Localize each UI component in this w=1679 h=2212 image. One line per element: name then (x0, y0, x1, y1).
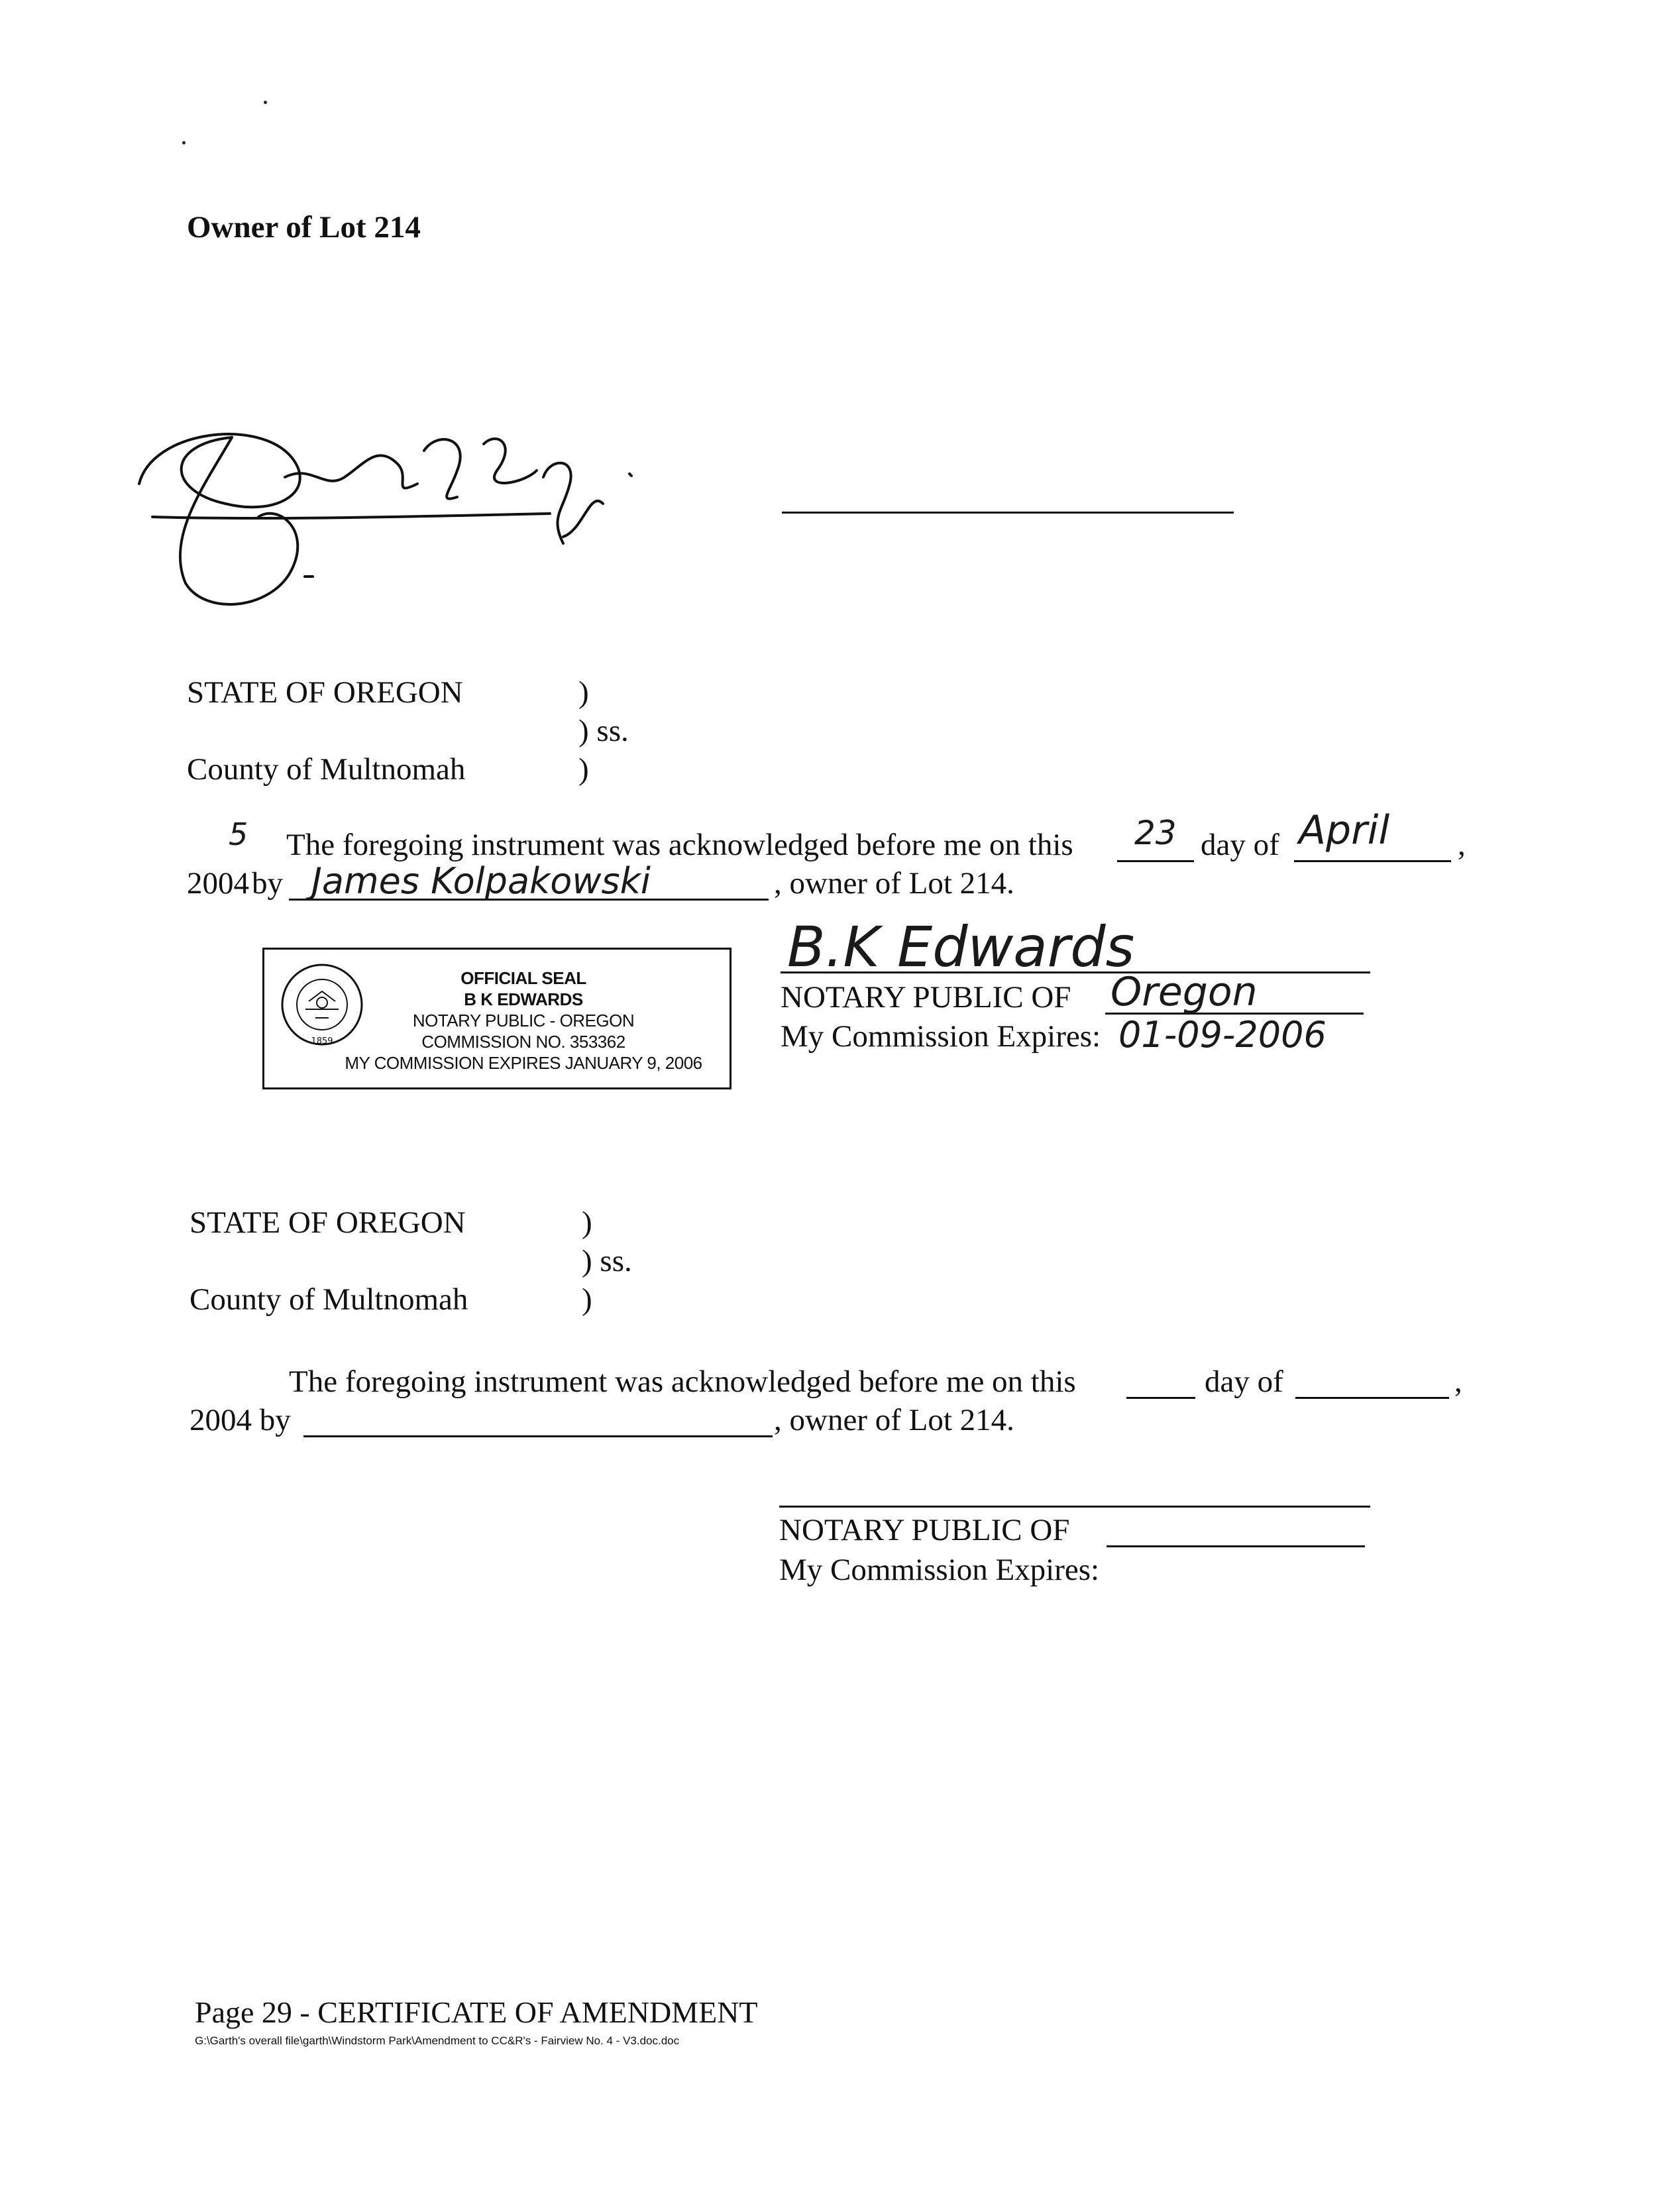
seal-notary-name: B K EDWARDS (464, 989, 583, 1009)
venue-paren: ) (578, 752, 589, 787)
svg-text:1859: 1859 (311, 1036, 333, 1046)
page-footer-title: Page 29 - CERTIFICATE OF AMENDMENT (195, 1995, 758, 2029)
handwritten-month: April (1299, 807, 1390, 854)
handwritten-notary-state: Oregon (1110, 969, 1258, 1015)
seal-commission-number: COMMISSION NO. 353362 (421, 1032, 625, 1052)
venue-paren: ) (582, 1205, 592, 1240)
owner-signature (126, 404, 656, 623)
seal-title: OFFICIAL SEAL (460, 968, 586, 988)
handwritten-notary-signature: B.K Edwards (787, 914, 1135, 979)
handwritten-day: 23 (1134, 814, 1177, 852)
seal-expiration: MY COMMISSION EXPIRES JANUARY 9, 2006 (345, 1053, 702, 1073)
venue-paren: ) (578, 675, 589, 710)
day-blank-line (1117, 860, 1194, 862)
official-seal-stamp (262, 948, 731, 1089)
owner-of-lot-text: , owner of Lot 214. (774, 1403, 1014, 1437)
comma: , (1458, 828, 1466, 862)
by-label: by (252, 866, 283, 901)
day-of-label: day of (1205, 1364, 1283, 1399)
acknowledgment-text: The foregoing instrument was acknowledged before me on this (289, 1364, 1076, 1399)
handwritten-mark: 5 (229, 816, 248, 852)
year-label: 2004 (187, 866, 249, 901)
second-owner-signature-line (782, 512, 1234, 514)
ss-label: ) ss. (582, 1244, 632, 1278)
notary-state-line (1107, 1545, 1365, 1547)
handwritten-owner-name: James Kolpakowski (311, 860, 651, 902)
day-of-label: day of (1201, 828, 1279, 862)
notary-signature-line (781, 971, 1370, 973)
state-label: STATE OF OREGON (187, 675, 463, 710)
county-label: County of Multnomah (187, 752, 466, 787)
commission-expires-label: My Commission Expires: (781, 1019, 1101, 1054)
handwritten-commission-expires: 01-09-2006 (1118, 1014, 1327, 1056)
notary-public-of-label: NOTARY PUBLIC OF (779, 1513, 1070, 1547)
notary-signature-line (779, 1506, 1370, 1508)
month-blank-line (1294, 860, 1451, 862)
commission-expires-label: My Commission Expires: (779, 1553, 1100, 1587)
owner-name-line (303, 1435, 773, 1437)
acknowledgment-text: The foregoing instrument was acknowledged before me on this (286, 828, 1073, 862)
scan-speck (182, 141, 186, 144)
comma: , (1454, 1364, 1462, 1399)
page-heading: Owner of Lot 214 (187, 210, 421, 245)
day-blank-line (1126, 1397, 1195, 1399)
seal-notary-title: NOTARY PUBLIC - OREGON (412, 1011, 635, 1030)
venue-paren: ) (582, 1282, 592, 1317)
county-label: County of Multnomah (190, 1282, 468, 1317)
notary-public-of-label: NOTARY PUBLIC OF (781, 980, 1071, 1015)
scan-speck (264, 101, 267, 104)
ss-label: ) ss. (578, 714, 629, 748)
state-label: STATE OF OREGON (190, 1205, 466, 1240)
month-blank-line (1295, 1397, 1449, 1399)
file-path-footer: G:\Garth's overall file\garth\Windstorm Park\Amendment to CC&R's - Fairview No. 4 - V3.doc.doc (195, 2034, 680, 2047)
owner-of-lot-text: , owner of Lot 214. (774, 866, 1014, 901)
year-by-label: 2004 by (190, 1403, 291, 1437)
